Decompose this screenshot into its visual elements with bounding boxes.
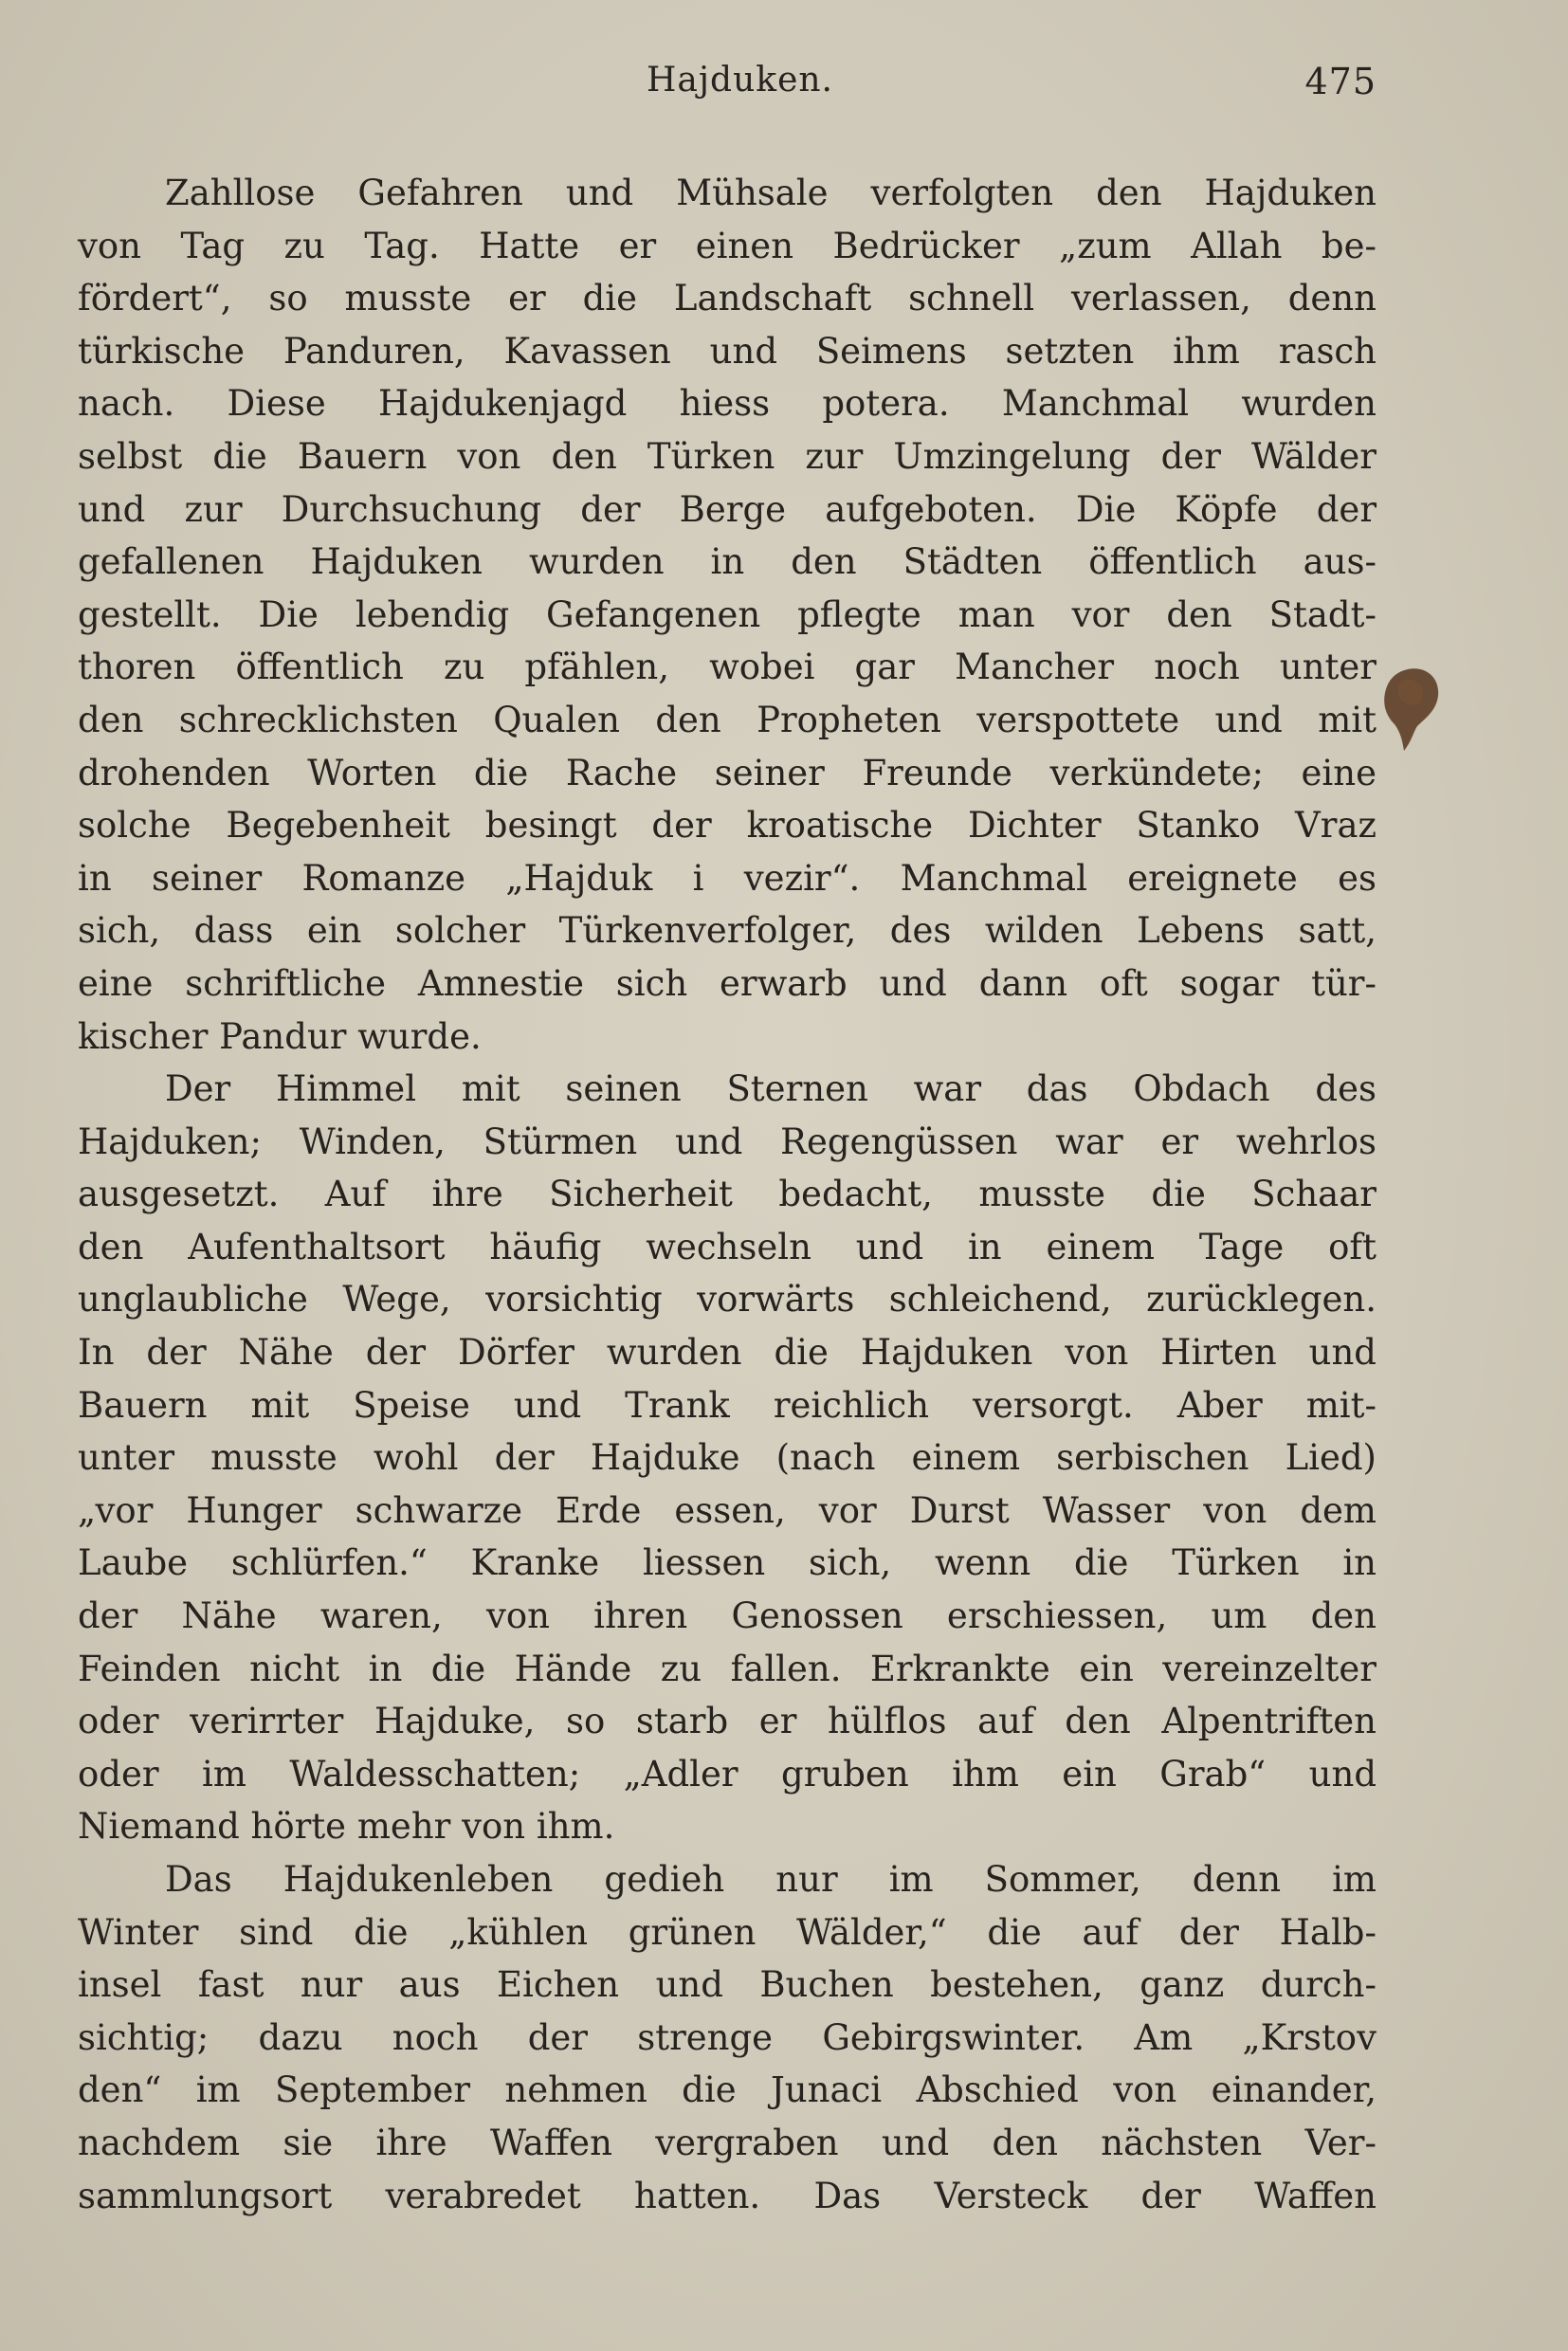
text-line: solche Begebenheit besingt der kroatische Dichter Stanko Vraz	[78, 805, 1377, 847]
text-line: sichtig; dazu noch der strenge Gebirgswinter. Am „Krstov	[78, 2016, 1377, 2058]
text-line: türkische Panduren, Kavassen und Seimens setzten ihm rasch	[78, 330, 1377, 372]
text-line: Das Hajdukenleben gedieh nur im Sommer, denn im	[165, 1859, 1377, 1900]
ink-stain-icon	[1379, 664, 1442, 758]
text-line: drohenden Worten die Rache seiner Freunde verkündete; eine	[78, 752, 1377, 793]
paragraph-3	[78, 1853, 1377, 2222]
text-line: eine schriftliche Amnestie sich erwarb und dann oft sogar tür-	[78, 962, 1377, 1004]
page-header	[78, 61, 1377, 118]
text-line: ausgesetzt. Auf ihre Sicherheit bedacht, musste die Schaar	[78, 1174, 1377, 1215]
text-line: Winter sind die „kühlen grünen Wälder,“ die auf der Halb-	[78, 1911, 1377, 1953]
text-line: in seiner Romanze „Hajduk i vezir“. Manchmal ereignete es	[78, 857, 1377, 899]
text-line: sammlungsort verabredet hatten. Das Versteck der Waffen	[78, 2175, 1377, 2216]
text-line: den Aufenthaltsort häufig wechseln und in einem Tage oft	[78, 1226, 1377, 1267]
text-line: In der Nähe der Dörfer wurden die Hajduken von Hirten und	[78, 1332, 1377, 1374]
text-line: oder verirrter Hajduke, so starb er hülflos auf den Alpentriften	[78, 1701, 1377, 1742]
text-line: gefallenen Hajduken wurden in den Städten öffentlich aus-	[78, 541, 1377, 583]
text-line: den schrecklichsten Qualen den Propheten verspottete und mit	[78, 699, 1377, 740]
text-line: unglaubliche Wege, vorsichtig vorwärts schleichend, zurücklegen.	[78, 1279, 1377, 1321]
text-line: Zahllose Gefahren und Mühsale verfolgten den Hajduken	[165, 173, 1377, 213]
text-line: „vor Hunger schwarze Erde essen, vor Durst Wasser von dem	[78, 1489, 1377, 1531]
text-line: kischer Pandur wurde.	[78, 1015, 482, 1057]
text-line: Niemand hörte mehr von ihm.	[78, 1806, 615, 1848]
text-line: fördert“, so musste er die Landschaft schnell verlassen, denn	[78, 278, 1377, 319]
text-line: selbst die Bauern von den Türken zur Umzingelung der Wälder	[78, 435, 1377, 477]
text-line: Hajduken; Winden, Stürmen und Regengüssen war er wehrlos	[78, 1121, 1377, 1162]
paragraph-1	[78, 167, 1377, 1063]
text-line: gestellt. Die lebendig Gefangenen pflegte man vor den Stadt-	[78, 593, 1377, 635]
text-line: unter musste wohl der Hajduke (nach einem serbischen Lied)	[78, 1437, 1377, 1479]
text-line: der Nähe waren, von ihren Genossen erschiessen, um den	[78, 1595, 1377, 1637]
text-line: und zur Durchsuchung der Berge aufgeboten. Die Köpfe der	[78, 488, 1377, 530]
text-line: thoren öffentlich zu pfählen, wobei gar Mancher noch unter	[78, 647, 1377, 688]
body-text	[78, 167, 1377, 2222]
text-line: Feinden nicht in die Hände zu fallen. Erkrankte ein vereinzelter	[78, 1648, 1377, 1689]
text-line: oder im Waldesschatten; „Adler gruben ihm ein Grab“ und	[78, 1753, 1377, 1795]
running-title: Hajduken.	[647, 61, 833, 100]
text-line: den“ im September nehmen die Junaci Abschied von einander,	[78, 2069, 1377, 2111]
page-number: 475	[1304, 61, 1377, 102]
text-line: nachdem sie ihre Waffen vergraben und den nächsten Ver-	[78, 2122, 1377, 2163]
text-line: insel fast nur aus Eichen und Buchen bestehen, ganz durch-	[78, 1964, 1377, 2006]
text-line: Bauern mit Speise und Trank reichlich versorgt. Aber mit-	[78, 1384, 1377, 1426]
text-line: nach. Diese Hajdukenjagd hiess potera. Manchmal wurden	[78, 383, 1377, 425]
text-line: sich, dass ein solcher Türkenverfolger, des wilden Lebens satt,	[78, 910, 1377, 952]
text-line: von Tag zu Tag. Hatte er einen Bedrücker „zum Allah be-	[78, 225, 1377, 266]
text-line: Der Himmel mit seinen Sternen war das Obdach des	[165, 1068, 1377, 1110]
paragraph-2	[78, 1063, 1377, 1853]
text-line: Laube schlürfen.“ Kranke liessen sich, wenn die Türken in	[78, 1542, 1377, 1584]
